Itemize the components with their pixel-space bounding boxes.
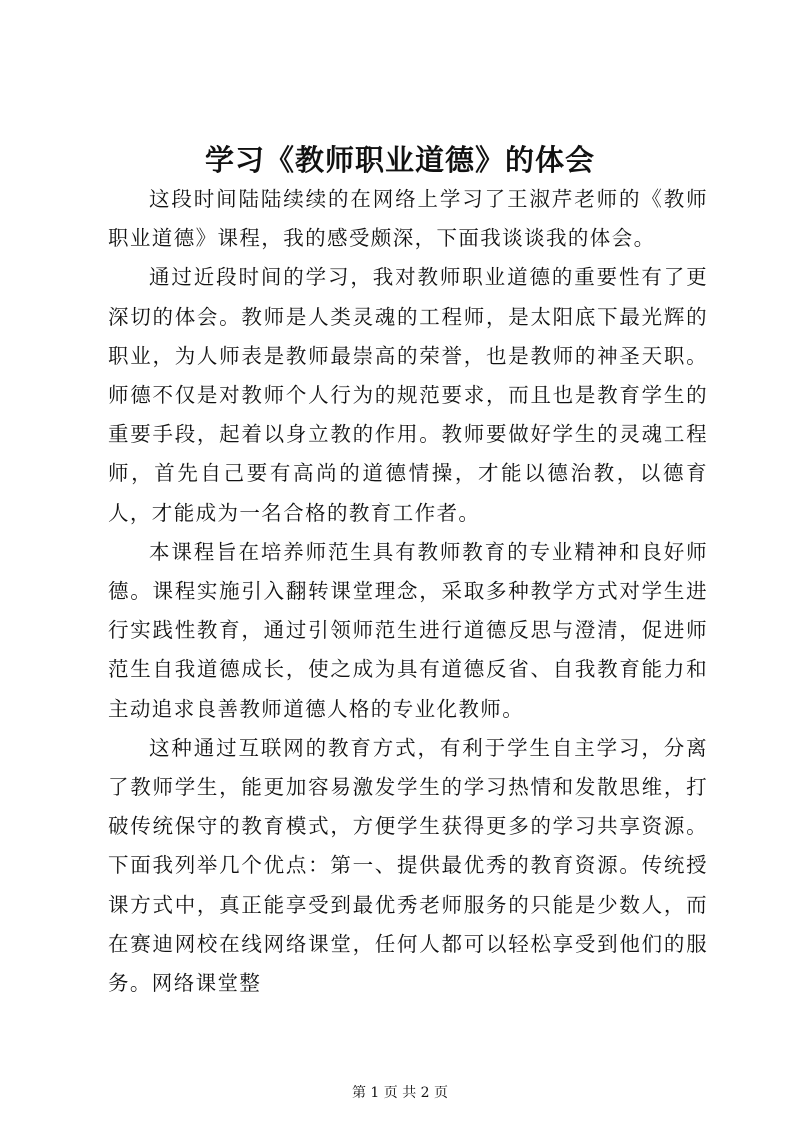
paragraph-2: 通过近段时间的学习，我对教师职业道德的重要性有了更深切的体会。教师是人类灵魂的工程师，是太阳底下最光辉的职业，为人师表是教师最崇高的荣誉，也是教师的神圣天职。师德不仅是对教师个人行为的规范要求，而且也是教育学生的重要手段，起着以身立教的作用。教师要做好学生的灵魂工程师，首先自己要有高尚的道德情操，才能以德治教，以德育人，才能成为一名合格的教育工作者。	[108, 265, 708, 525]
document-title: 学习《教师职业道德》的体会	[204, 143, 595, 177]
paragraph-3: 本课程旨在培养师范生具有教师教育的专业精神和良好师德。课程实施引入翻转课堂理念，采取多种教学方式对学生进行实践性教育，通过引领师范生进行道德反思与澄清，促进师范生自我道德成长，使之成为具有道德反省、自我教育能力和主动追求良善教师道德人格的专业化教师。	[108, 539, 708, 721]
document-body	[108, 180, 708, 1003]
paragraph-4: 这种通过互联网的教育方式，有利于学生自主学习，分离了教师学生，能更加容易激发学生的学习热情和发散思维，打破传统保守的教育模式，方便学生获得更多的学习共享资源。下面我列举几个优点：第一、提供最优秀的教育资源。传统授课方式中，真正能享受到最优秀老师服务的只能是少数人，而在赛迪网校在线网络课堂，任何人都可以轻松享受到他们的服务。网络课堂整	[108, 735, 708, 996]
page-footer: 第 1 页 共 2 页	[351, 1085, 449, 1101]
paragraph-1: 这段时间陆陆续续的在网络上学习了王淑芹老师的《教师职业道德》课程，我的感受颇深，下面我谈谈我的体会。	[108, 187, 708, 251]
